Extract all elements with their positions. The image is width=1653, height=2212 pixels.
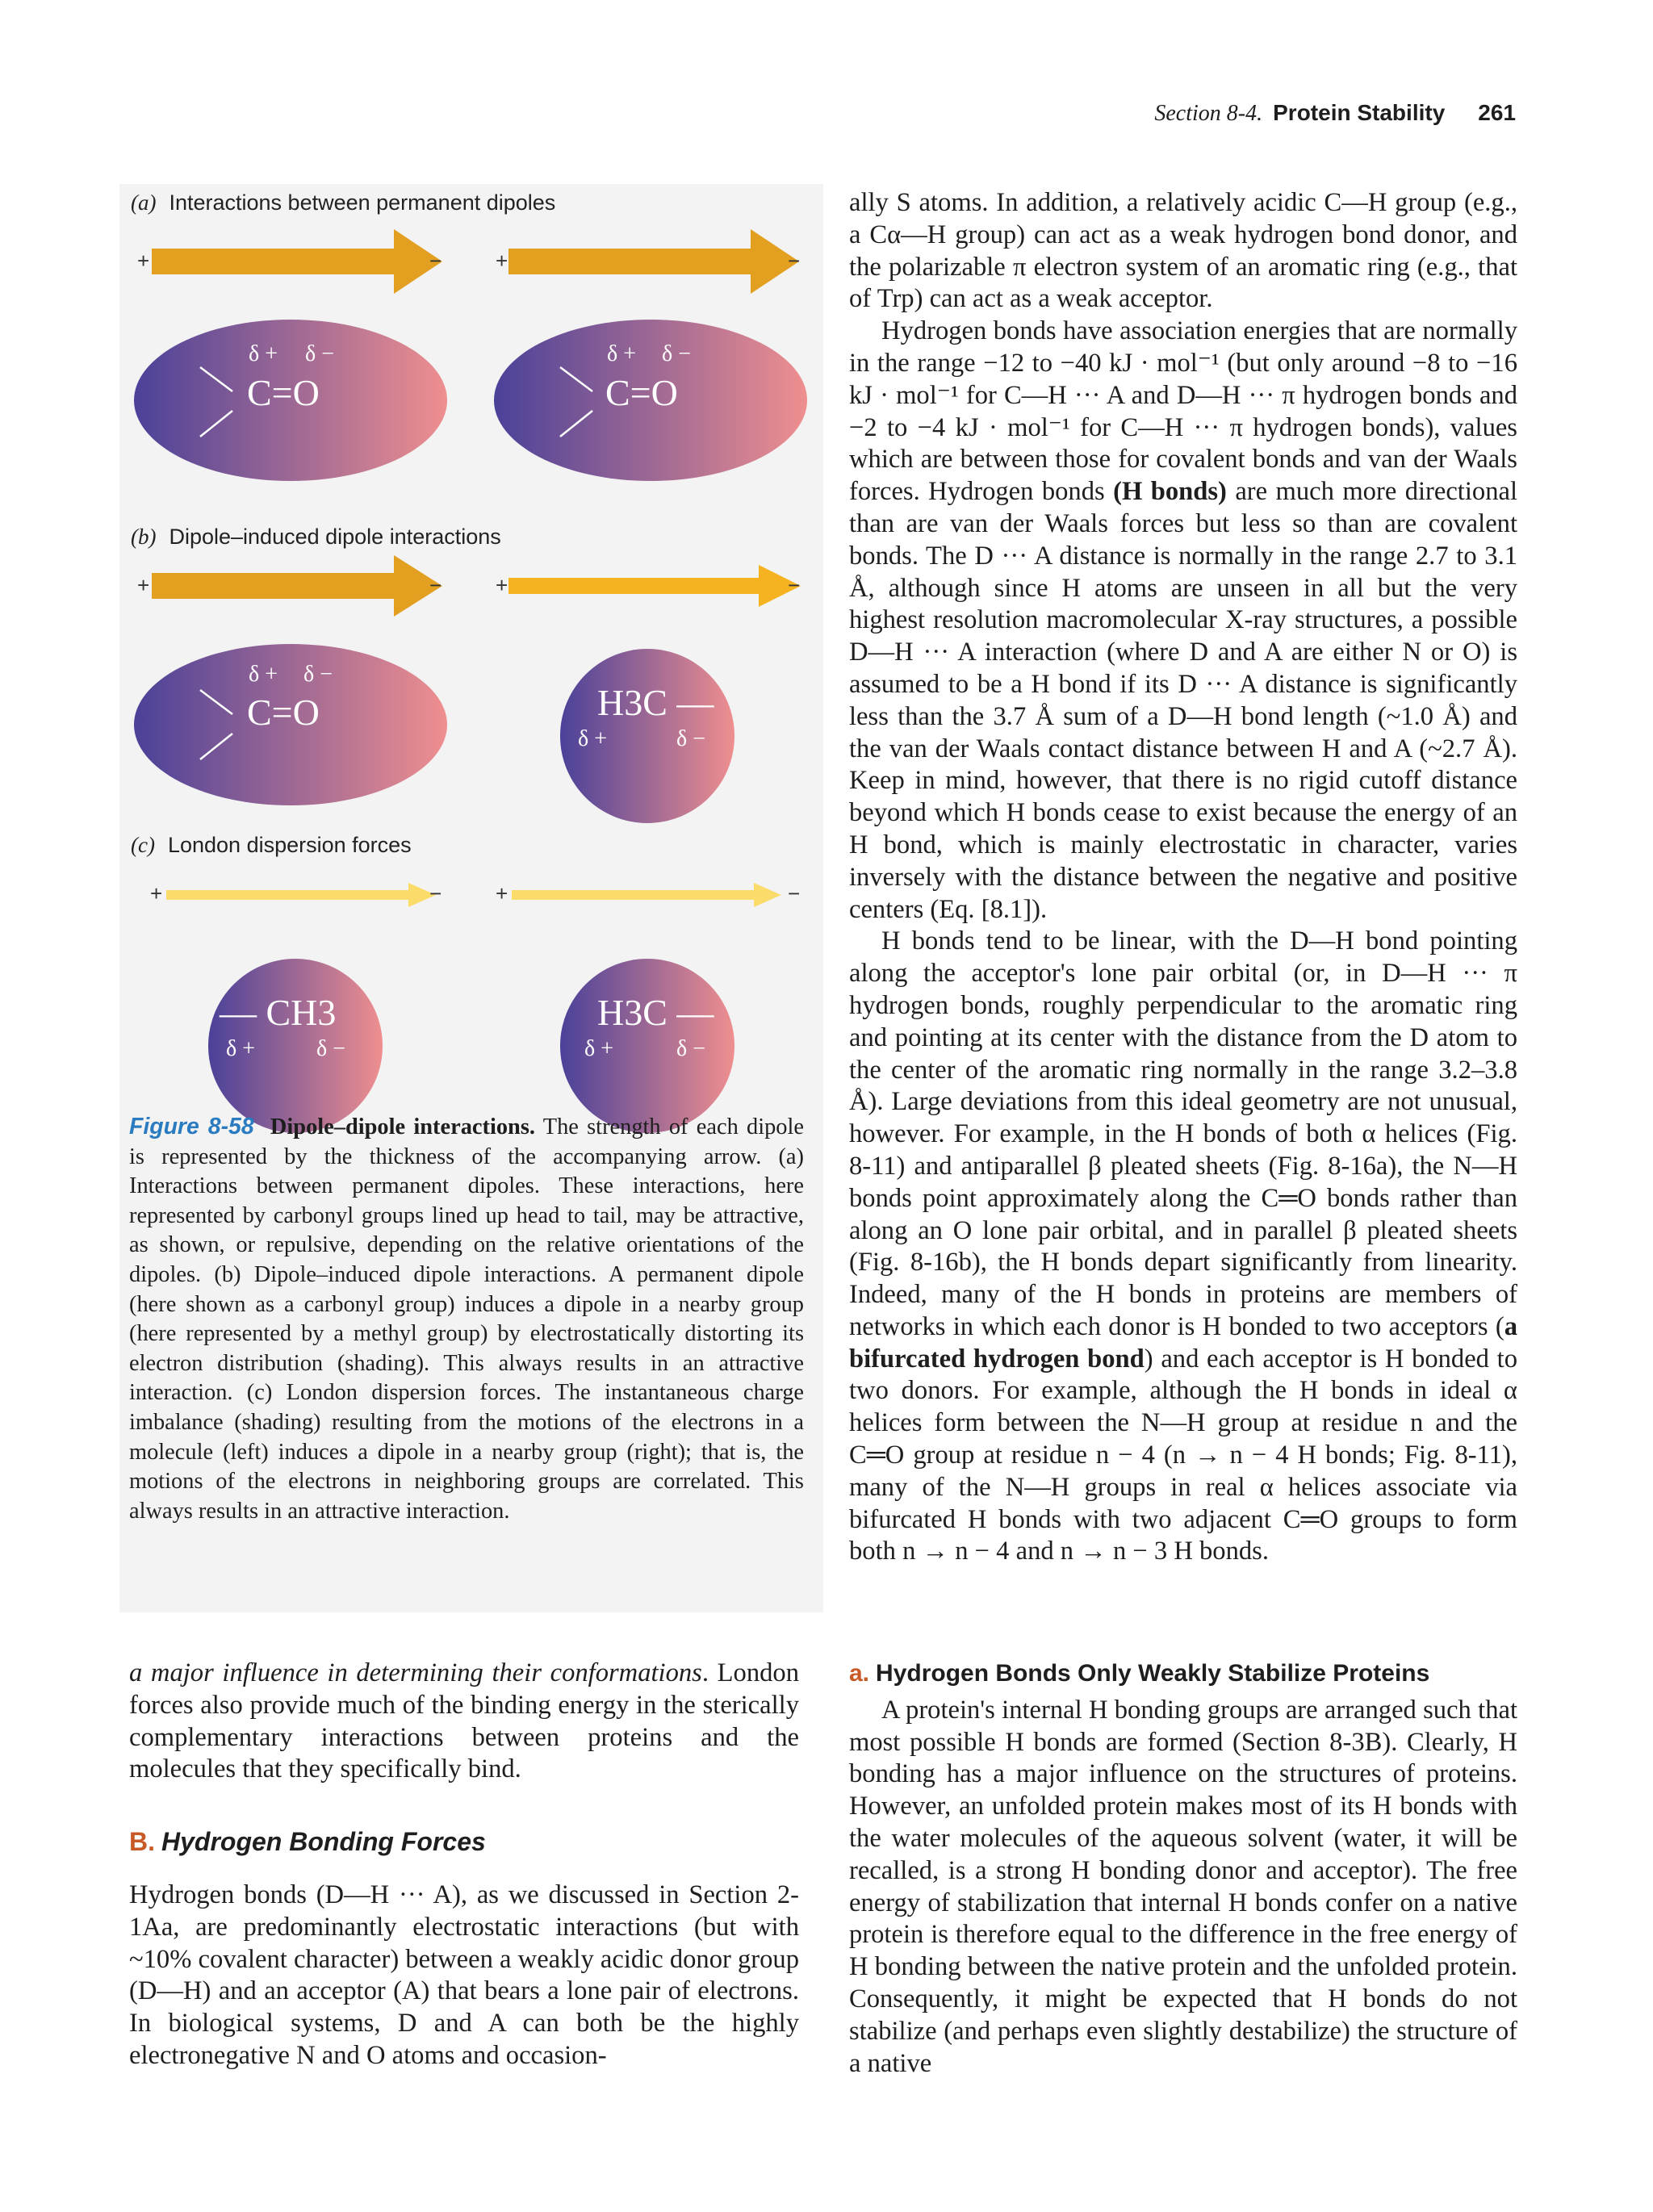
panel-c-dminus-2: δ − xyxy=(676,1036,705,1061)
panel-b-dminus-1: δ − xyxy=(303,662,333,687)
figure-number: Figure 8-58 xyxy=(129,1114,254,1139)
right-para-2 xyxy=(849,316,1517,926)
left-para-1-italic: a major influence in determining their conformations xyxy=(129,1658,702,1687)
panel-c-arrow-2 xyxy=(512,880,786,912)
panel-c-h3c: H3C — xyxy=(597,992,714,1033)
panel-b-arrow-1 xyxy=(152,555,458,620)
panel-a-plus-1: + xyxy=(137,249,150,273)
panel-a-arrow-1 xyxy=(152,229,458,294)
panel-b-letter: (b) xyxy=(131,525,157,549)
left-para-1-rest: . London forces also provide much of the binding energy in the sterically complementary interactions between proteins and the molecules that they specifically bind. xyxy=(129,1658,799,1784)
panel-a-minus-1: − xyxy=(429,249,442,273)
page-number: 261 xyxy=(1478,100,1516,125)
left-para-2: Hydrogen bonds (D—H ··· A), as we discussed in Section 2-1Aa, are predominantly electrostatic interactions (but with ~10% covalent character) between a weakly acidic donor group (D—H) and an acceptor (A) that bears a lone pair of electrons. In biological systems, D and A can both be the highly electronegative N and O atoms and occasion- xyxy=(129,1880,799,2070)
panel-b-dplus-1: δ + xyxy=(249,662,278,687)
section-title: Hydrogen Bonding Forces xyxy=(161,1827,486,1857)
caption-text: The strength of each dipole is represented by the thickness of the accompanying arrow. (a) Interactions between permanent dipoles. These interactions, here represented by carbonyl groups lined up head to tail, may be attractive, as shown, or repulsive, depending on the relative orientations of the dipoles. (b) Dipole–induced dipole interactions. A permanent dipole (here shown as a carbonyl group) induces a dipole in a nearby group (here represented by a methyl group) by electrostatically distorting its electron distribution (shading). This always results in an attractive interaction. (c) London dispersion forces. The instantaneous charge imbalance (shading) resulting from the motions of the electrons in a molecule (left) induces a dipole in a nearby group (right); that is, the motions of the electrons in neighboring groups are correlated. This always results in an attractive interaction. xyxy=(129,1114,804,1524)
figure-title: Dipole–dipole interactions. xyxy=(270,1114,535,1139)
panel-a-co-1: C=O xyxy=(247,372,320,413)
panel-c-dplus-1: δ + xyxy=(226,1036,255,1061)
panel-a-co-2: C=O xyxy=(605,372,678,413)
panel-a-dplus-1: δ + xyxy=(249,341,278,366)
panel-c-letter: (c) xyxy=(131,833,155,857)
panel-c-ch3: — CH3 xyxy=(220,992,337,1033)
subsection-letter: a. xyxy=(849,1660,870,1687)
right-para-2b: are much more directional than are van der Waals forces but less so than are covalent bonds. The D ··· A distance is normally in the range 2.7 to 3.1 Å, although since H atoms are unseen in all but the very highest resolution macromolecular X-ray structures, a possible D—H ··· A interaction (where D and A are either N or O) is assumed to be a H bond if its D ··· A distance is significantly less than the 3.7 Å sum of a D—H bond length (~1.0 Å) and the van der Waals contact distance between H and A (~2.7 Å). Keep in mind, however, that there is no rigid cutoff distance beyond which H bonds cease to exist because the energy of an H bond, which is mainly electrostatic in character, varies inversely with the distance between the negative and positive centers (Eq. [8.1]). xyxy=(849,477,1518,924)
panel-c-dplus-2: δ + xyxy=(584,1036,613,1061)
panel-a-dminus-1: δ − xyxy=(305,341,334,366)
right-para-3b: ) and each acceptor is H bonded to two donors. For example, although the H bonds in ideal α helices form between the N—H group at residue n and the C═O group at residue n − 4 (n → n − 4 H bonds; Fig. 8-11), many of the N—H groups in real α helices associate via bifurcated H bonds with two adjacent C═O groups to form both n → n − 4 and n → n − 3 H bonds. xyxy=(849,1344,1518,1566)
panel-b-text: Dipole–induced dipole interactions xyxy=(169,525,501,549)
panel-a-minus-2: − xyxy=(788,249,801,273)
panel-c-minus-1: − xyxy=(429,881,442,905)
panel-a-dminus-2: δ − xyxy=(662,341,691,366)
panel-a-plus-2: + xyxy=(496,249,508,273)
left-column xyxy=(129,1658,799,2072)
figure-caption xyxy=(129,1112,804,1526)
panel-c-text: London dispersion forces xyxy=(167,833,412,857)
right-para-3a: H bonds tend to be linear, with the D—H bond pointing along the acceptor's lone pair orbital (or, in D—H ··· π hydrogen bonds, roughly perpendicular to the aromatic ring and pointing at its center with the distance from the D atom to the center of the aromatic ring normally in the range 3.2–3.8 Å). Large deviations from this ideal geometry are not unusual, however. For example, in the H bonds of both α helices (Fig. 8-11) and antiparallel β pleated sheets (Fig. 8-16a), the N—H bonds point approximately along the C═O bonds rather than along an O lone pair orbital, and in parallel β pleated sheets (Fig. 8-16b), the H bonds depart significantly from linearity. Indeed, many of the H bonds in proteins are members of networks in which each donor is H bonded to two acceptors ( xyxy=(849,926,1517,1341)
panel-c-minus-2: − xyxy=(788,881,801,905)
panel-a-letter: (a) xyxy=(131,190,157,215)
panel-c-dminus-1: δ − xyxy=(316,1036,345,1061)
right-para-2-bold: (H bonds) xyxy=(1113,477,1227,507)
panel-b-dplus-2: δ + xyxy=(578,726,607,751)
right-para-3 xyxy=(849,926,1517,1568)
panel-b-minus-2: − xyxy=(788,573,801,597)
panel-b-h3c: H3C — xyxy=(597,682,714,723)
right-para-4: A protein's internal H bonding groups are arranged such that most possible H bonds are formed (Section 8-3B). Clearly, H bonding has a major influence on the structures of proteins. However, an unfolded protein makes most of its H bonds with the water molecules of the aqueous solvent (water, it will be recalled, is a strong H bonding donor and acceptor). The free energy of stabilization that internal H bonds confer on a native protein is therefore equal to the difference in the free energy of H bonding between the native protein and the unfolded protein. Consequently, it might be expected that H bonds do not stabilize (and perhaps even slightly destabilize) the structure of a native xyxy=(849,1695,1517,2078)
panel-a-dplus-2: δ + xyxy=(607,341,636,366)
panel-b-arrow-2 xyxy=(508,560,815,612)
panel-b-minus-1: − xyxy=(429,573,442,597)
panel-c-plus-1: + xyxy=(150,881,163,905)
panel-b-plus-2: + xyxy=(496,573,508,597)
panel-b-label xyxy=(131,525,501,550)
section-heading-b xyxy=(129,1826,799,1859)
running-header xyxy=(1154,100,1516,127)
right-para-3-bold: a bifurcated hydrogen bond xyxy=(849,1311,1517,1374)
panel-a-arrow-2 xyxy=(508,229,815,294)
panel-b-dminus-2: δ − xyxy=(676,726,705,751)
subsection-title: Hydrogen Bonds Only Weakly Stabilize Proteins xyxy=(876,1660,1430,1687)
panel-c-arrow-1 xyxy=(166,880,441,912)
panel-a-label xyxy=(131,190,555,215)
left-para-1 xyxy=(129,1658,799,1786)
right-para-2a: Hydrogen bonds have association energies that are normally in the range −12 to −40 kJ · mol⁻¹ (but only around −8 to −16 kJ · mol⁻¹ for C—H ··· A and D—H ··· π hydrogen bonds and −2 to −4 kJ · mol⁻¹ for C—H ··· π hydrogen bonds), values which are between those for covalent bonds and van der Waals forces. Hydrogen bonds xyxy=(849,316,1517,507)
panel-c-label xyxy=(131,833,412,858)
right-para-1: ally S atoms. In addition, a relatively acidic C—H group (e.g., a Cα—H group) can act as a weak hydrogen bond donor, and the polarizable π electron system of an aromatic ring (e.g., that of Trp) can act as a weak acceptor. xyxy=(849,188,1517,314)
header-title: Protein Stability xyxy=(1273,100,1446,125)
subsection-heading-a xyxy=(849,1658,1517,1690)
panel-b-co: C=O xyxy=(247,692,320,733)
right-column xyxy=(849,187,1517,1568)
right-column-lower xyxy=(849,1658,1517,2080)
panel-b-plus-1: + xyxy=(137,573,150,597)
section-letter: B. xyxy=(129,1827,155,1857)
header-section: Section 8-4. xyxy=(1154,101,1263,126)
panel-c-plus-2: + xyxy=(496,881,508,905)
panel-a-text: Interactions between permanent dipoles xyxy=(169,190,556,215)
